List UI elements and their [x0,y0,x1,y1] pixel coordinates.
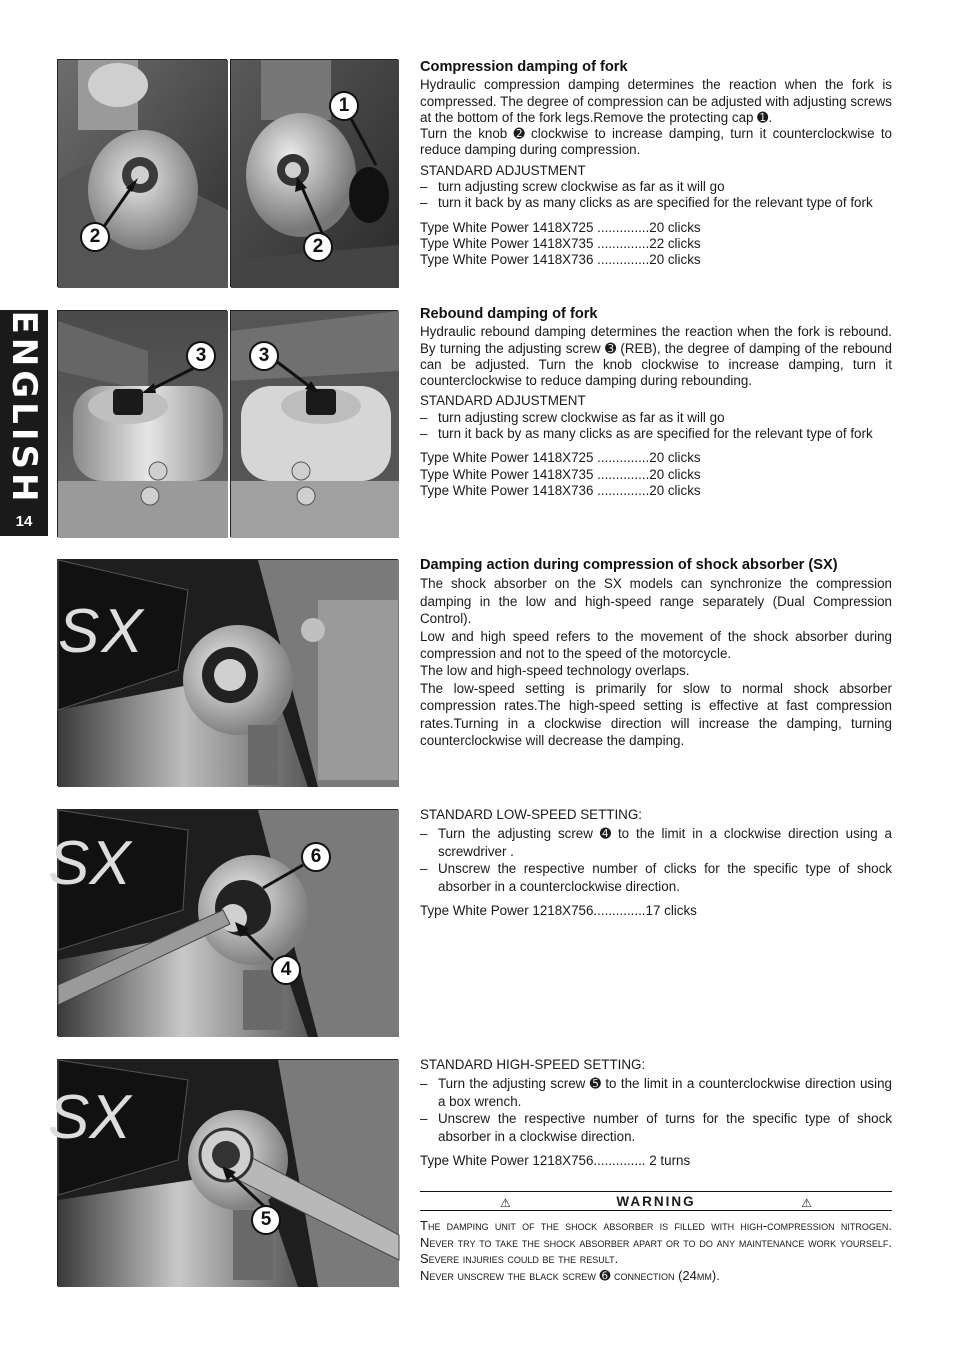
photo-high-speed-setting [48,1059,398,1286]
section-title: Rebound damping of fork [420,306,598,322]
list-item: – turn it back by as many clicks as are specified for the relevant type of fork [420,426,892,442]
warning-triangle-icon: ⚠ [500,1196,511,1211]
warning-title: WARNING [616,1194,696,1210]
callout-2: 2 [303,232,333,262]
photo-shock-absorber [57,559,398,786]
language-label: ENGLISH [4,310,44,506]
section-title: STANDARD HIGH-SPEED SETTING: [420,1057,646,1072]
shock-type-setting: Type White Power 1218X756.............. 2 turns [420,1152,691,1168]
warning-text: Never unscrew the black screw ➏ connection (24mm). [420,1267,720,1283]
callout-1: 1 [329,91,359,121]
callout-2: 2 [80,222,110,252]
photo-fork-rebound-left [57,310,227,537]
list-item: – turn adjusting screw clockwise as far as it will go [420,410,892,426]
fork-type-setting: Type White Power 1418X725 ..............20 clicks [420,219,701,235]
standard-adjustment-heading: STANDARD ADJUSTMENT [420,162,586,178]
paragraph: The low-speed setting is primarily for slow to normal shock absorber compression rates.The high-speed setting is effective at fast compression rates.Turning in a clockwise direction will increase the damping, turning counterclockwise will decrease the damping. [420,680,892,748]
page-number: 14 [15,513,33,530]
standard-adjustment-heading: STANDARD ADJUSTMENT [420,393,586,409]
list-item: – Unscrew the respective number of clicks for the specific type of shock absorber in a counterclockwise direction. [420,860,892,895]
callout-5: 5 [251,1205,281,1235]
section-high-speed [420,1057,892,1284]
section-fork-compression [420,59,892,269]
sx-logo: SX [48,829,131,898]
section-fork-rebound [420,306,892,499]
photo-fork-compression-left [57,59,227,287]
section-title: STANDARD LOW-SPEED SETTING: [420,807,642,822]
paragraph: The low and high-speed technology overlaps. [420,663,690,679]
warning-text: The damping unit of the shock absorber is filled with high-compression nitrogen. Never try to take the shock absorber apart or to do any maintenance work yourself. Severe injuries could be the result. [420,1218,892,1267]
list-item: – Turn the adjusting screw ➎ to the limit in a counterclockwise direction using a box wrench. [420,1075,892,1110]
callout-6: 6 [301,842,331,872]
list-item: – Turn the adjusting screw ➍ to the limit in a clockwise direction using a screwdriver . [420,825,892,860]
callout-3: 3 [249,341,279,371]
photo-low-speed-setting [48,809,398,1036]
paragraph: Low and high speed refers to the movement of the shock absorber during compression and not to the speed of the motorcycle. [420,628,892,661]
paragraph: Hydraulic compression damping determines the reaction when the fork is compressed. The degree of compression can be adjusted with adjusting screws at the bottom of the fork legs.Remove the protecting cap ➊. [420,77,892,125]
warning-header [420,1191,892,1211]
shock-type-setting: Type White Power 1218X756..............17 clicks [420,902,697,918]
callout-3: 3 [186,341,216,371]
paragraph: The shock absorber on the SX models can synchronize the compression damping in the low and high-speed range separately (Dual Compression Control). [420,576,892,627]
section-title: Damping action during compression of shock absorber (SX) [420,557,838,573]
list-item: – turn it back by as many clicks as are specified for the relevant type of fork [420,195,892,211]
section-title: Compression damping of fork [420,59,628,75]
section-low-speed [420,807,892,919]
fork-type-setting: Type White Power 1418X736 ..............20 clicks [420,482,701,498]
fork-type-setting: Type White Power 1418X735 ..............20 clicks [420,466,701,482]
fork-type-setting: Type White Power 1418X736 ..............20 clicks [420,252,701,268]
paragraph: Hydraulic rebound damping determines the reaction when the fork is rebound. By turning the adjusting screw ➌ (REB), the degree of damping of the rebound can be adjusted. Turn the knob clockwise to increase damping, turn it counterclockwise to reduce damping during rebounding. [420,324,892,389]
paragraph: Turn the knob ➋ clockwise to increase damping, turn it counterclockwise to reduce damping during compression. [420,126,892,158]
fork-type-setting: Type White Power 1418X735 ..............22 clicks [420,235,701,251]
photo-fork-rebound-right [230,310,398,537]
warning-triangle-icon: ⚠ [801,1196,812,1211]
sx-logo: SX [48,1083,131,1152]
language-side-tab [0,310,48,536]
list-item: – Unscrew the respective number of turns for the specific type of shock absorber in a clockwise direction. [420,1110,892,1145]
section-shock-compression [420,557,892,749]
list-item: – turn adjusting screw clockwise as far as it will go [420,179,892,195]
callout-4: 4 [271,955,301,985]
sx-logo: SX [58,597,145,666]
fork-type-setting: Type White Power 1418X725 ..............20 clicks [420,450,701,466]
photo-fork-compression-right [230,59,398,287]
